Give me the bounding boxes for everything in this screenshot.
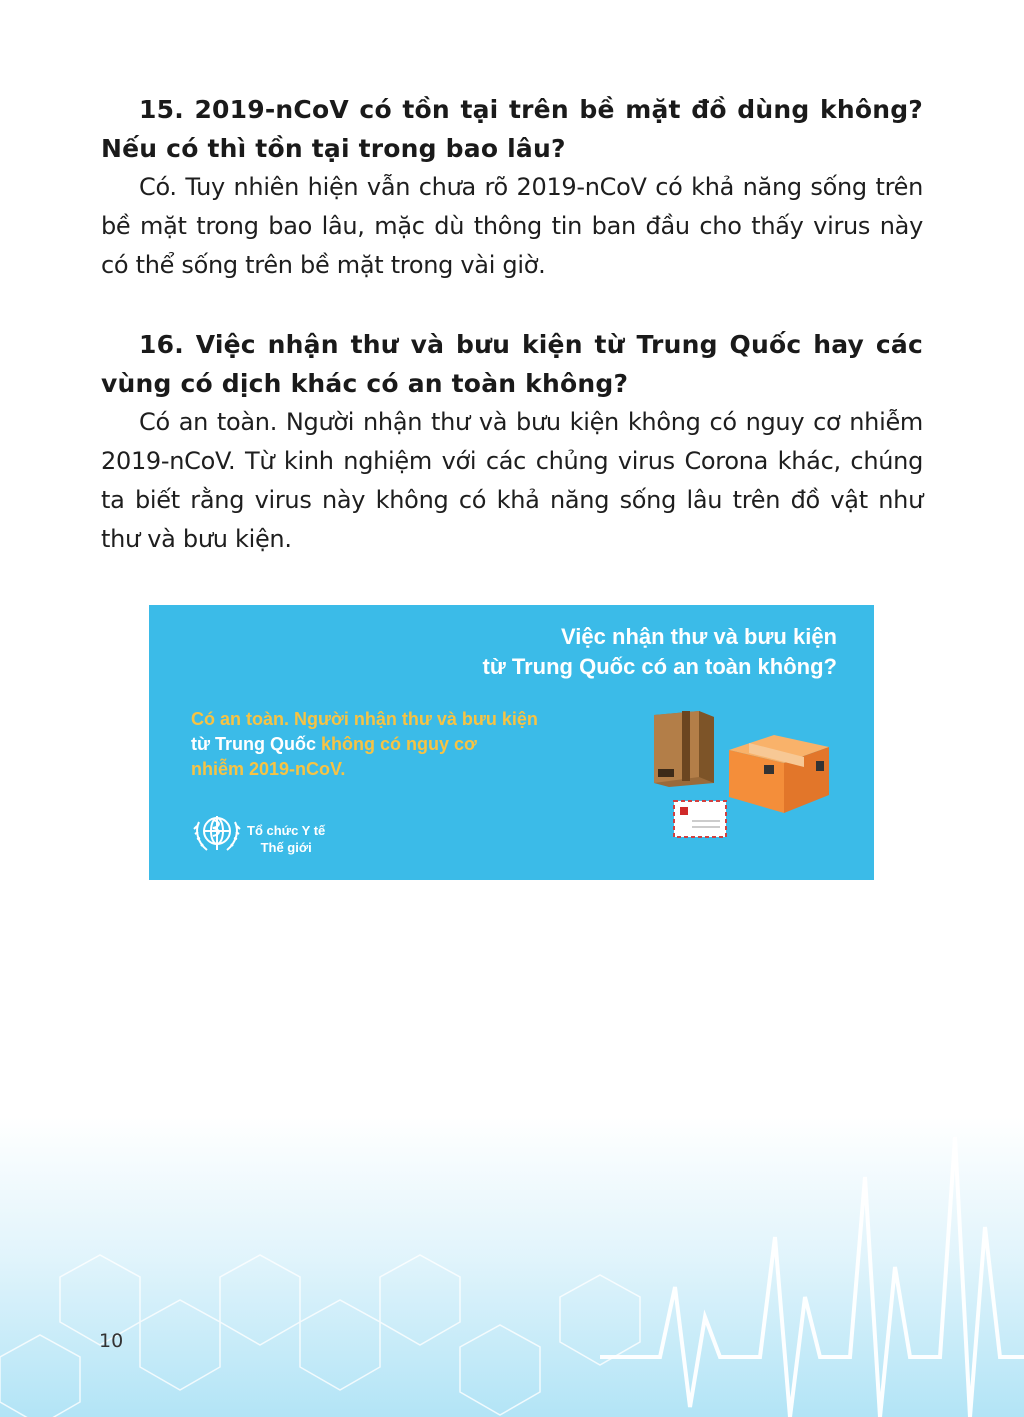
who-logo-icon — [191, 810, 243, 856]
banner-answer: Có an toàn. Người nhận thư và bưu kiện từ Trung Quốc không có nguy cơ nhiễm 2019-nCoV. — [191, 709, 538, 779]
page-number: 10 — [99, 1330, 124, 1352]
main-content — [101, 90, 923, 559]
heartbeat-line — [600, 1137, 1024, 1417]
info-banner — [149, 605, 874, 880]
answer-16: Có an toàn. Người nhận thư và bưu kiện không có nguy cơ nhiễm 2019-nCoV. Từ kinh nghiệm với các chủng virus Corona khác, chúng ta biết rằng virus này không có khả năng sống lâu trên đồ vật như thư và bưu kiện. — [101, 408, 923, 553]
parcel-illustration — [644, 705, 844, 845]
who-branding — [191, 810, 411, 860]
answer-15: Có. Tuy nhiên hiện vẫn chưa rõ 2019-nCoV có khả năng sống trên bề mặt trong bao lâu, mặc dù thông tin ban đầu cho thấy virus này có thể sống trên bề mặt trong vài giờ. — [101, 173, 923, 279]
page-footer-decoration — [0, 1117, 1024, 1417]
hexagon-pattern — [0, 1117, 1024, 1417]
question-15: 15. 2019-nCoV có tồn tại trên bề mặt đồ dùng không? Nếu có thì tồn tại trong bao lâu? — [101, 95, 923, 163]
envelope-icon — [674, 801, 726, 837]
who-name: Tổ chức Y tế Thế giới — [247, 823, 326, 855]
box-orange-icon — [729, 735, 829, 813]
box-brown-icon — [654, 711, 714, 787]
banner-title: Việc nhận thư và bưu kiện từ Trung Quốc có an toàn không? — [482, 624, 837, 679]
question-16: 16. Việc nhận thư và bưu kiện từ Trung Quốc hay các vùng có dịch khác có an toàn không? — [101, 330, 923, 398]
